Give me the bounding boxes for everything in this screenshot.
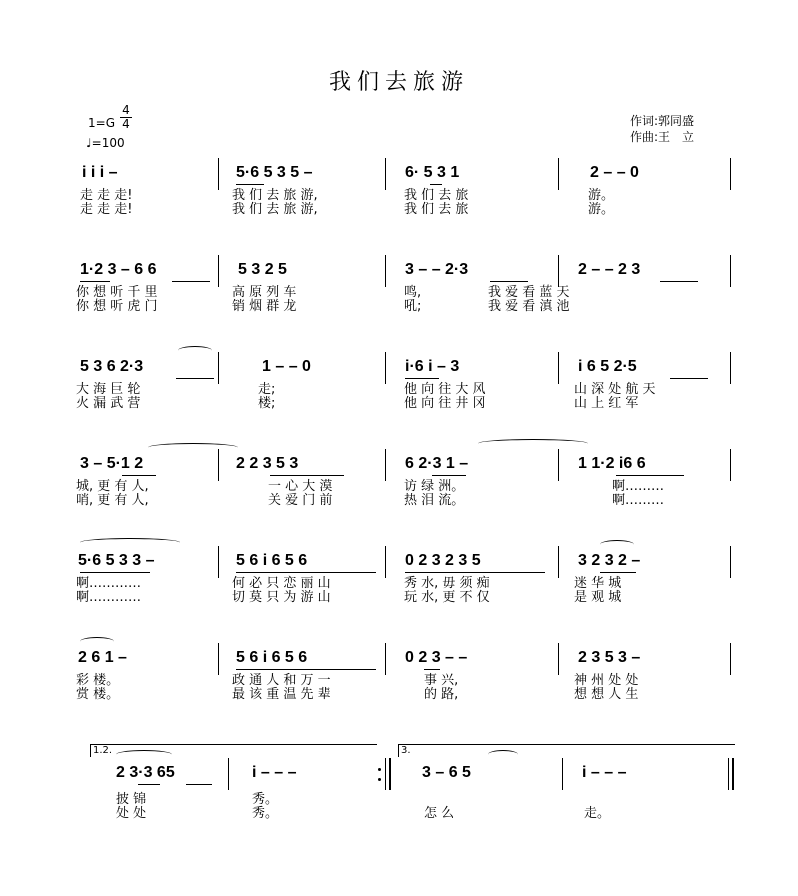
lyric-line-1: 大 海 巨 轮 bbox=[76, 382, 141, 397]
slur bbox=[80, 538, 180, 547]
key-signature bbox=[88, 116, 115, 130]
slur bbox=[478, 439, 588, 448]
lyric-line-2: 山 上 红 军 bbox=[574, 396, 639, 411]
lyric-line-1: 怎 么 bbox=[424, 806, 455, 821]
bar-line bbox=[218, 546, 219, 578]
lyric-line-2: 我 爱 看 滇 池 bbox=[488, 299, 570, 314]
measure-notes: 3 – 5·1 2 bbox=[80, 455, 144, 472]
underline bbox=[424, 669, 440, 670]
bar-line bbox=[558, 546, 559, 578]
underline bbox=[432, 475, 466, 476]
lyric-line-2: 我 们 去 旅 bbox=[404, 202, 469, 217]
lyric-line-2: 是 观 城 bbox=[574, 590, 622, 605]
underline bbox=[670, 378, 708, 379]
underline bbox=[236, 184, 264, 185]
bar-line bbox=[558, 449, 559, 481]
lyric-line-1: 我 们 去 旅 bbox=[404, 188, 469, 203]
lyric-line-1: 走; bbox=[258, 382, 276, 397]
lyric-line-1: 事 兴, bbox=[424, 673, 459, 688]
measure-notes: i – – – bbox=[582, 764, 627, 781]
lyric-line-1: 啊………… bbox=[76, 576, 142, 591]
underline bbox=[616, 475, 684, 476]
underline bbox=[176, 378, 214, 379]
lyric-line-1: 他 向 往 大 风 bbox=[404, 382, 486, 397]
bar-line bbox=[730, 158, 731, 190]
measure-notes: 5·6 5 3 3 – bbox=[78, 552, 155, 569]
lyric-line-2: 火 漏 武 营 bbox=[76, 396, 141, 411]
bar-line bbox=[218, 643, 219, 675]
measure-notes: i i i – bbox=[82, 164, 118, 181]
lyric-line-2: 玩 水, 更 不 仅 bbox=[404, 590, 490, 605]
lyric-line-1: 城, 更 有 人, bbox=[76, 479, 149, 494]
lyric-line-2: 销 烟 群 龙 bbox=[232, 299, 297, 314]
measure-notes: i·6 i – 3 bbox=[405, 358, 460, 375]
measure-notes: 2 6 1 – bbox=[78, 649, 127, 666]
bar-line bbox=[558, 255, 559, 287]
lyric-line-2: 吼; bbox=[404, 299, 422, 314]
bar-line bbox=[730, 546, 731, 578]
lyric-line-1: 高 原 列 车 bbox=[232, 285, 297, 300]
lyric-line-1: 彩 楼。 bbox=[76, 673, 120, 688]
underline bbox=[138, 784, 160, 785]
key-text: 1=G bbox=[88, 116, 115, 130]
measure-notes: 6· 5 3 1 bbox=[405, 164, 460, 181]
bar-line bbox=[385, 158, 386, 190]
slur bbox=[148, 443, 238, 452]
lyric-line-2: 秀。 bbox=[252, 806, 279, 821]
measure-notes: 5·6 5 3 5 – bbox=[236, 164, 313, 181]
lyric-line-2: 最 该 重 温 先 辈 bbox=[232, 687, 331, 702]
lyric-line-2: 走 走 走! bbox=[80, 202, 133, 217]
lyric-line-1: 何 必 只 恋 丽 山 bbox=[232, 576, 331, 591]
lyric-line-1: 神 州 处 处 bbox=[574, 673, 639, 688]
slur bbox=[488, 750, 518, 759]
bar-line bbox=[558, 352, 559, 384]
lyric-line-1: 走。 bbox=[584, 806, 611, 821]
lyric-line-1: 走 走 走! bbox=[80, 188, 133, 203]
lyric-line-2: 的 路, bbox=[424, 687, 459, 702]
lyric-line-2: 你 想 听 虎 门 bbox=[76, 299, 158, 314]
time-top: 4 bbox=[122, 103, 130, 117]
lyric-line-1: 游。 bbox=[588, 188, 615, 203]
measure-notes: 0 2 3 2 3 5 bbox=[405, 552, 481, 569]
lyric-line-1: 我 们 去 旅 游, bbox=[232, 188, 318, 203]
lyric-line-1: 秀 水, 毋 须 痴 bbox=[404, 576, 490, 591]
measure-notes: 1 1·2 i6 6 bbox=[578, 455, 646, 472]
underline bbox=[405, 378, 439, 379]
underline bbox=[236, 572, 376, 573]
slur bbox=[116, 750, 172, 759]
bar-line bbox=[218, 158, 219, 190]
lyric-line-2: 游。 bbox=[588, 202, 615, 217]
bar-line bbox=[730, 255, 731, 287]
lyric-line-2: 啊………… bbox=[76, 590, 142, 605]
measure-notes: 3 – – 2·3 bbox=[405, 261, 469, 278]
bar-line bbox=[385, 546, 386, 578]
lyric-line-2: 赏 楼。 bbox=[76, 687, 120, 702]
lyric-line-1: 政 通 人 和 万 一 bbox=[232, 673, 331, 688]
lyric-line-2: 处 处 bbox=[116, 806, 147, 821]
measure-notes: i – – – bbox=[252, 764, 297, 781]
measure-notes: 5 3 2 5 bbox=[238, 261, 287, 278]
lyric-line-1: 迷 华 城 bbox=[574, 576, 622, 591]
measure-notes: 5 3 6 2·3 bbox=[80, 358, 144, 375]
underline bbox=[80, 281, 110, 282]
lyric-line-1: 访 绿 洲。 bbox=[404, 479, 465, 494]
lyric-line-2: 哨, 更 有 人, bbox=[76, 493, 149, 508]
repeat-dot bbox=[378, 768, 381, 771]
underline bbox=[430, 184, 442, 185]
bar-line bbox=[218, 352, 219, 384]
final-bar-line bbox=[728, 758, 729, 790]
composer: 作曲:王 立 bbox=[630, 130, 695, 144]
bar-line bbox=[730, 449, 731, 481]
bar-line bbox=[385, 758, 386, 790]
lyric-line-2: 想 想 人 生 bbox=[574, 687, 639, 702]
slur bbox=[80, 637, 114, 646]
lyric-line-2: 关 爱 门 前 bbox=[268, 493, 333, 508]
lyric-line-1: 一 心 大 漠 bbox=[268, 479, 333, 494]
lyric-line-1: 啊……… bbox=[612, 479, 665, 494]
lyric-line-1: 鸣, bbox=[404, 285, 422, 300]
measure-notes: 2 – – 2 3 bbox=[578, 261, 641, 278]
lyric-line-2: 我 们 去 旅 游, bbox=[232, 202, 318, 217]
slur bbox=[600, 540, 634, 549]
lyric-line-2: 啊……… bbox=[612, 493, 665, 508]
lyric-line-1: 秀。 bbox=[252, 792, 279, 807]
time-bottom: 4 bbox=[122, 117, 130, 131]
bar-line bbox=[385, 352, 386, 384]
bar-line bbox=[218, 255, 219, 287]
measure-notes: 2 3 5 3 – bbox=[578, 649, 641, 666]
measure-notes: 1 – – 0 bbox=[262, 358, 311, 375]
measure-notes: 6 2·3 1 – bbox=[405, 455, 469, 472]
measure-notes: 3 – 6 5 bbox=[422, 764, 471, 781]
tempo-marking bbox=[86, 136, 125, 150]
measure-notes: 3 2 3 2 – bbox=[578, 552, 641, 569]
final-bar-line-thick bbox=[732, 758, 734, 790]
bar-line bbox=[562, 758, 563, 790]
lyricist: 作词:郭同盛 bbox=[630, 114, 695, 128]
underline bbox=[172, 281, 210, 282]
underline bbox=[122, 475, 156, 476]
measure-notes: 0 2 3 – – bbox=[405, 649, 468, 666]
lyric-line-2: 他 向 往 井 冈 bbox=[404, 396, 486, 411]
song-title: 我们去旅游 bbox=[328, 70, 469, 95]
measure-notes: 5 6 i 6 5 6 bbox=[236, 649, 308, 666]
measure-notes: 2 2 3 5 3 bbox=[236, 455, 299, 472]
volta-label-1: 1.2. bbox=[93, 745, 113, 756]
measure-notes: 2 – – 0 bbox=[590, 164, 639, 181]
quarter-note-icon: ♩ bbox=[86, 136, 92, 150]
underline bbox=[186, 784, 212, 785]
measure-notes: 2 3·3 65 bbox=[116, 764, 175, 781]
volta-label-2: 3. bbox=[401, 745, 411, 756]
lyric-line-2: 楼; bbox=[258, 396, 276, 411]
bar-line bbox=[385, 255, 386, 287]
bar-line bbox=[218, 449, 219, 481]
measure-notes: 5 6 i 6 5 6 bbox=[236, 552, 308, 569]
bar-line bbox=[730, 643, 731, 675]
bar-line bbox=[385, 643, 386, 675]
underline bbox=[270, 475, 344, 476]
lyric-line-1: 我 爱 看 蓝 天 bbox=[488, 285, 570, 300]
bar-line bbox=[385, 449, 386, 481]
lyric-line-1: 你 想 听 千 里 bbox=[76, 285, 158, 300]
tempo-text: =100 bbox=[91, 136, 125, 150]
bar-line bbox=[558, 643, 559, 675]
volta-bracket-2 bbox=[398, 744, 735, 757]
lyric-line-2: 切 莫 只 为 游 山 bbox=[232, 590, 331, 605]
underline bbox=[236, 669, 376, 670]
lyric-line-1: 披 锦 bbox=[116, 792, 147, 807]
bar-line bbox=[228, 758, 229, 790]
underline bbox=[490, 281, 528, 282]
measure-notes: 1·2 3 – 6 6 bbox=[80, 261, 157, 278]
lyric-line-2: 热 泪 流。 bbox=[404, 493, 465, 508]
bar-line bbox=[730, 352, 731, 384]
lyric-line-1: 山 深 处 航 天 bbox=[574, 382, 656, 397]
repeat-dot bbox=[378, 778, 381, 781]
underline bbox=[405, 572, 545, 573]
underline bbox=[80, 572, 150, 573]
slur bbox=[178, 346, 212, 355]
underline bbox=[600, 572, 636, 573]
repeat-bar-line bbox=[389, 758, 391, 790]
bar-line bbox=[558, 158, 559, 190]
measure-notes: i 6 5 2·5 bbox=[578, 358, 637, 375]
time-signature bbox=[120, 104, 132, 131]
underline bbox=[660, 281, 698, 282]
